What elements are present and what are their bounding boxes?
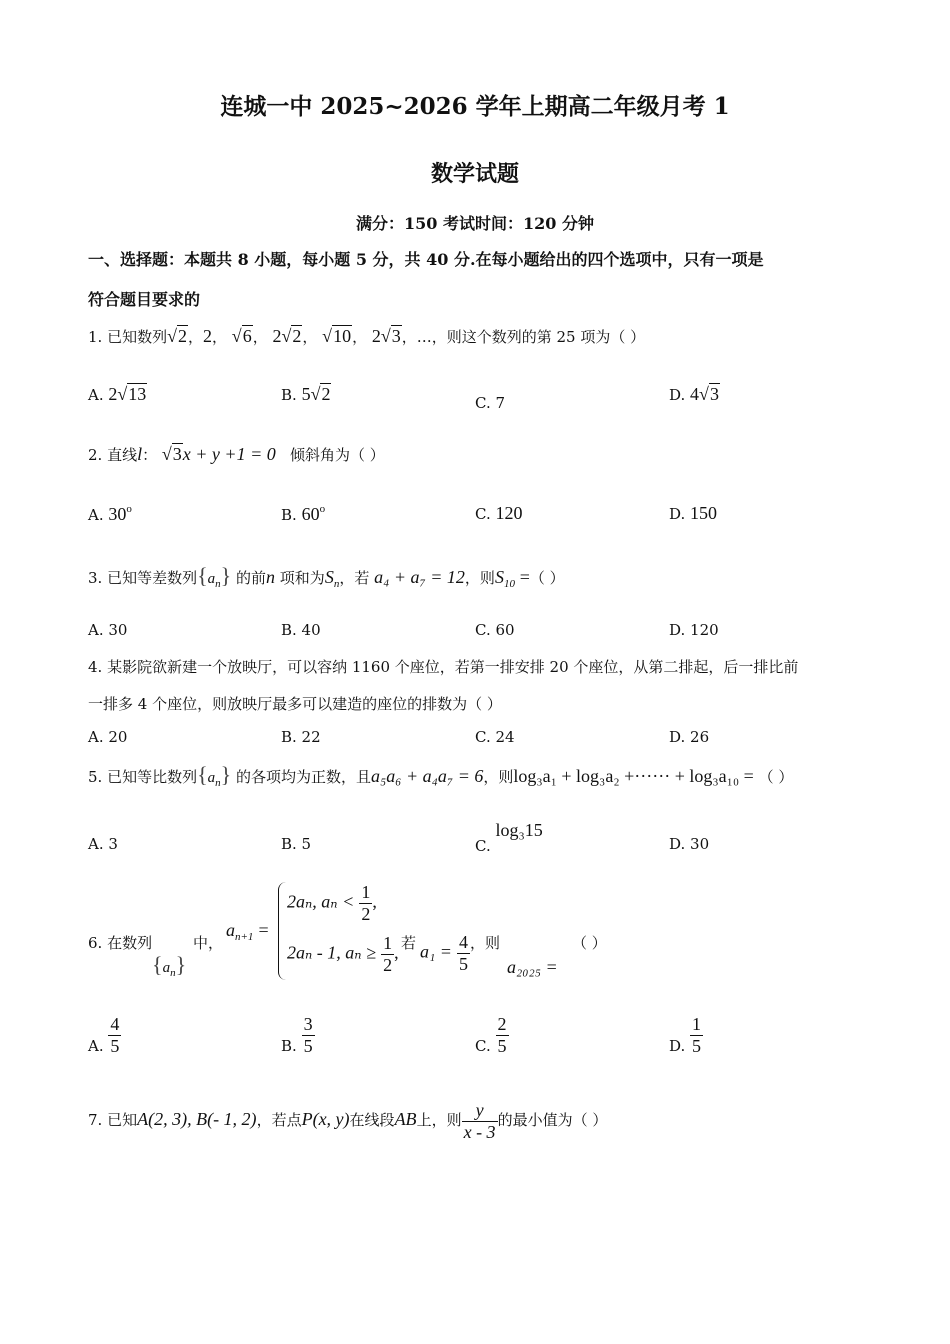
q6-option-d[interactable] xyxy=(669,1014,703,1056)
q2-option-b-value: 60 xyxy=(301,504,320,524)
q2-eq-rest: x + y +1 = 0 xyxy=(182,444,276,464)
q2-option-b-degree: o xyxy=(319,503,326,515)
q1-term4-rad: 2 xyxy=(292,326,302,346)
q1-term3: 6 xyxy=(242,326,252,346)
q3-equals: = xyxy=(519,567,530,587)
q3-mid4: ，则 xyxy=(464,569,495,587)
q1-option-a-rad: 13 xyxy=(128,384,147,404)
q3-sum-sub: n xyxy=(333,578,340,590)
q3-n: n xyxy=(266,567,276,587)
q3-option-d[interactable]: D. 120 xyxy=(669,621,719,639)
q6-target xyxy=(507,957,558,978)
q3-condition: a₄ + a₇ = 12 xyxy=(374,567,465,587)
q6-option-d-label: D. xyxy=(669,1037,686,1056)
q3-mid3: ，若 xyxy=(339,569,370,587)
section-heading-line1: 一、选择题：本题共 8 小题，每小题 5 分，共 40 分.在每小题给出的四个选项中，只有一项是 xyxy=(88,250,764,269)
q6-option-c-num: 2 xyxy=(497,1014,507,1034)
q1-term1: 2 xyxy=(177,326,187,346)
q2-option-c[interactable] xyxy=(475,503,523,524)
q6-target-text: a₂₀₂₅ = xyxy=(507,957,558,977)
q6-a1-num: 4 xyxy=(459,932,468,952)
q1-suffix: ，…，则这个数列的第 25 项为（ ） xyxy=(401,328,646,346)
q1-option-b[interactable]: B. 5√2 xyxy=(281,384,331,404)
q6-lhs-sub: n+1 xyxy=(235,931,254,943)
q7-suffix: 的最小值为（ ） xyxy=(497,1111,608,1130)
q7-mid2: 在线段 xyxy=(349,1111,395,1130)
q6-option-c-den: 5 xyxy=(497,1035,507,1056)
q1-option-b-label: B. xyxy=(281,386,297,404)
q4-option-b[interactable]: B. 22 xyxy=(281,728,321,746)
q1-term4-coef: 2 xyxy=(272,326,282,346)
q6-option-b-num: 3 xyxy=(303,1014,313,1034)
q7-mid1: ，若点 xyxy=(256,1111,302,1130)
q6-option-a-den: 5 xyxy=(110,1035,120,1056)
q3-sum-s: S xyxy=(324,567,334,587)
q6-case-2-den: 2 xyxy=(383,954,393,975)
q6-lhs-eq: = xyxy=(258,920,269,940)
question-4-line2: 一排多 4 个座位，则放映厅最多可以建造的座位的排数为（ ） xyxy=(88,695,502,713)
q2-colon: ： xyxy=(142,446,158,464)
q2-option-d-value: 150 xyxy=(690,503,718,523)
q6-option-d-den: 5 xyxy=(692,1035,702,1056)
q3-option-c[interactable]: C. 60 xyxy=(475,621,515,639)
question-5: 5. 已知等比数列$\{a_n\}$ 的各项均为正数，且a₅a₆ + a₄a₇ = 6，则log₃a₁ + log₃a₂ +······ + log₃a₁₀ = （ ） xyxy=(88,762,794,789)
q5-option-c-value: log₃15 xyxy=(495,820,543,840)
q3-option-b[interactable]: B. 40 xyxy=(281,621,321,639)
q7-points: A(2, 3), B(- 1, 2) xyxy=(137,1109,257,1130)
q6-option-c[interactable] xyxy=(475,1014,509,1056)
q6-case-1 xyxy=(287,882,377,924)
q2-option-b[interactable] xyxy=(281,503,325,525)
q5-mid1: 的各项均为正数，且 xyxy=(236,768,372,786)
q7-segment: AB xyxy=(394,1109,417,1130)
q6-lhs xyxy=(226,920,269,943)
q6-option-b[interactable] xyxy=(281,1014,315,1056)
q5-option-c-label: C. xyxy=(475,837,491,855)
q1-option-d-coef: 4 xyxy=(690,384,700,404)
q6-seq-sub: n xyxy=(170,967,176,979)
q1-prefix: 1. 已知数列 xyxy=(88,328,168,346)
q5-mid2: ，则 xyxy=(483,768,514,786)
q6-mid3: ，则 xyxy=(470,934,501,952)
question-7 xyxy=(88,1100,607,1142)
q1-sep: ， xyxy=(252,328,268,346)
q2-eq-rad: 3 xyxy=(172,444,182,464)
q4-option-c[interactable]: C. 24 xyxy=(475,728,515,746)
q6-option-a[interactable] xyxy=(88,1014,121,1056)
q3-mid1: 的前 xyxy=(236,569,267,587)
q2-suffix: 倾斜角为（ ） xyxy=(290,446,385,464)
q6-mid2: 若 xyxy=(401,934,417,952)
q6-mid1: 中， xyxy=(193,934,224,952)
q6-option-b-den: 5 xyxy=(303,1035,313,1056)
section-heading-line2: 符合题目要求的 xyxy=(88,290,201,309)
q5-seq-a: a xyxy=(207,770,216,786)
q4-option-d[interactable]: D. 26 xyxy=(669,728,710,746)
q6-sequence: $\{a_n\}$ xyxy=(152,952,187,979)
q6-option-c-label: C. xyxy=(475,1037,491,1056)
q1-sep: ， xyxy=(187,328,203,346)
q6-case-2-num: 1 xyxy=(383,933,393,953)
q2-option-c-value: 120 xyxy=(495,503,523,523)
q6-prefix: 6. 在数列 xyxy=(88,934,153,952)
q6-lhs-a: a xyxy=(226,920,235,940)
q7-prefix: 7. 已知 xyxy=(88,1111,138,1130)
q6-a1-text: a₁ = xyxy=(420,941,452,962)
q1-option-a[interactable]: A. 2√13 xyxy=(88,384,147,404)
q4-option-a[interactable]: A. 20 xyxy=(88,728,128,746)
page-subtitle: 数学试题 xyxy=(430,161,519,187)
q5-log-sum: log₃a₁ + log₃a₂ +······ + log₃a₁₀ = xyxy=(513,766,754,786)
q7-point-p: P(x, y) xyxy=(301,1109,350,1130)
q3-option-a[interactable]: A. 30 xyxy=(88,621,128,639)
q1-option-d[interactable]: D. 4√3 xyxy=(669,384,719,404)
q2-option-d[interactable] xyxy=(669,503,717,524)
q3-prefix: 3. 已知等差数列 xyxy=(88,569,198,587)
question-3: 3. 已知等差数列$\{a_n\}$ 的前n 项和为$S_n$，若 a₄ + a₇ = 12，则$S_{10}$ =（ ） xyxy=(88,563,565,590)
q1-option-d-label: D. xyxy=(669,386,686,404)
q2-option-b-label: B. xyxy=(281,506,297,524)
q6-option-b-label: B. xyxy=(281,1037,297,1056)
q7-mid3: 上，则 xyxy=(416,1111,462,1130)
q3-seq-a: a xyxy=(207,571,216,587)
q5-condition: a₅a₆ + a₄a₇ = 6 xyxy=(371,766,484,786)
q1-sep: ， xyxy=(212,328,228,346)
q3-mid2: 项和为 xyxy=(279,569,325,587)
q1-option-a-coef: 2 xyxy=(108,384,118,404)
q3-s10: S xyxy=(494,567,504,587)
q1-option-b-rad: 2 xyxy=(321,384,331,404)
q6-a1-den: 5 xyxy=(459,953,468,974)
q6-a1 xyxy=(420,932,470,974)
q5-option-c[interactable] xyxy=(475,820,543,855)
q2-option-c-label: C. xyxy=(475,505,491,523)
q2-line-name: l xyxy=(137,444,143,464)
q1-option-b-coef: 5 xyxy=(301,384,311,404)
q5-option-b[interactable]: B. 5 xyxy=(281,835,312,853)
q6-case-1-num: 1 xyxy=(361,882,371,902)
q5-seq-sub: n xyxy=(215,777,221,789)
q6-case-1-text: 2aₙ, aₙ < xyxy=(287,891,355,912)
q1-sep: ， xyxy=(352,328,368,346)
question-1: 1. 已知数列√2，2， √6， 2√2， √10， 2√3，…，则这个数列的第 25 项为（ ） xyxy=(88,326,646,346)
q2-option-a-degree: o xyxy=(126,503,132,515)
q6-seq-a: a xyxy=(162,960,171,976)
q7-frac-num: y xyxy=(462,1100,498,1122)
q5-prefix: 5. 已知等比数列 xyxy=(88,768,198,786)
q1-option-a-label: A. xyxy=(88,386,104,404)
question-4-line1: 4. 某影院欲新建一个放映厅，可以容纳 1160 个座位，若第一排安排 20 个座位，从第二排起，后一排比前 xyxy=(88,658,799,676)
q5-option-d[interactable]: D. 30 xyxy=(669,835,710,853)
exam-meta: 满分：150 考试时间：120 分钟 xyxy=(356,214,594,233)
q2-prefix: 2. 直线 xyxy=(88,446,138,464)
q1-term2: 2 xyxy=(203,326,212,346)
q6-case-2-text: 2aₙ - 1, aₙ ≥ xyxy=(287,942,376,963)
q1-term6-rad: 3 xyxy=(391,326,401,346)
q6-case-1-comma: , xyxy=(372,891,377,912)
q5-option-a[interactable]: A. 3 xyxy=(88,835,118,853)
page-title: 连城一中 2025~2026 学年上期高二年级月考 1 xyxy=(220,93,730,120)
q2-option-a-value: 30 xyxy=(108,504,127,524)
q6-case-2-comma: , xyxy=(394,942,399,963)
question-2: 2. 直线l： √3x + y +1 = 0 倾斜角为（ ） xyxy=(88,444,385,464)
q1-option-c[interactable]: C. 7 xyxy=(475,394,506,412)
q6-case-2 xyxy=(287,933,399,975)
q2-option-a-label: A. xyxy=(88,506,104,524)
q6-case-1-den: 2 xyxy=(361,903,371,924)
q5-suffix: （ ） xyxy=(758,768,794,786)
q2-option-a[interactable] xyxy=(88,503,132,525)
q7-frac-den: x - 3 xyxy=(463,1121,496,1142)
q6-case-brace xyxy=(278,882,287,980)
q1-term6-coef: 2 xyxy=(371,326,381,346)
q3-suffix: （ ） xyxy=(529,569,565,587)
q6-option-a-num: 4 xyxy=(110,1014,120,1034)
q1-option-d-rad: 3 xyxy=(709,384,719,404)
q3-s10-sub: 10 xyxy=(503,578,515,590)
q1-term5: 10 xyxy=(333,326,352,346)
q6-option-d-num: 1 xyxy=(692,1014,702,1034)
q2-option-d-label: D. xyxy=(669,505,686,523)
q6-suffix: （ ） xyxy=(572,934,607,952)
q1-sep: ， xyxy=(302,328,318,346)
q6-option-a-label: A. xyxy=(88,1037,104,1056)
q3-seq-sub: n xyxy=(215,578,221,590)
